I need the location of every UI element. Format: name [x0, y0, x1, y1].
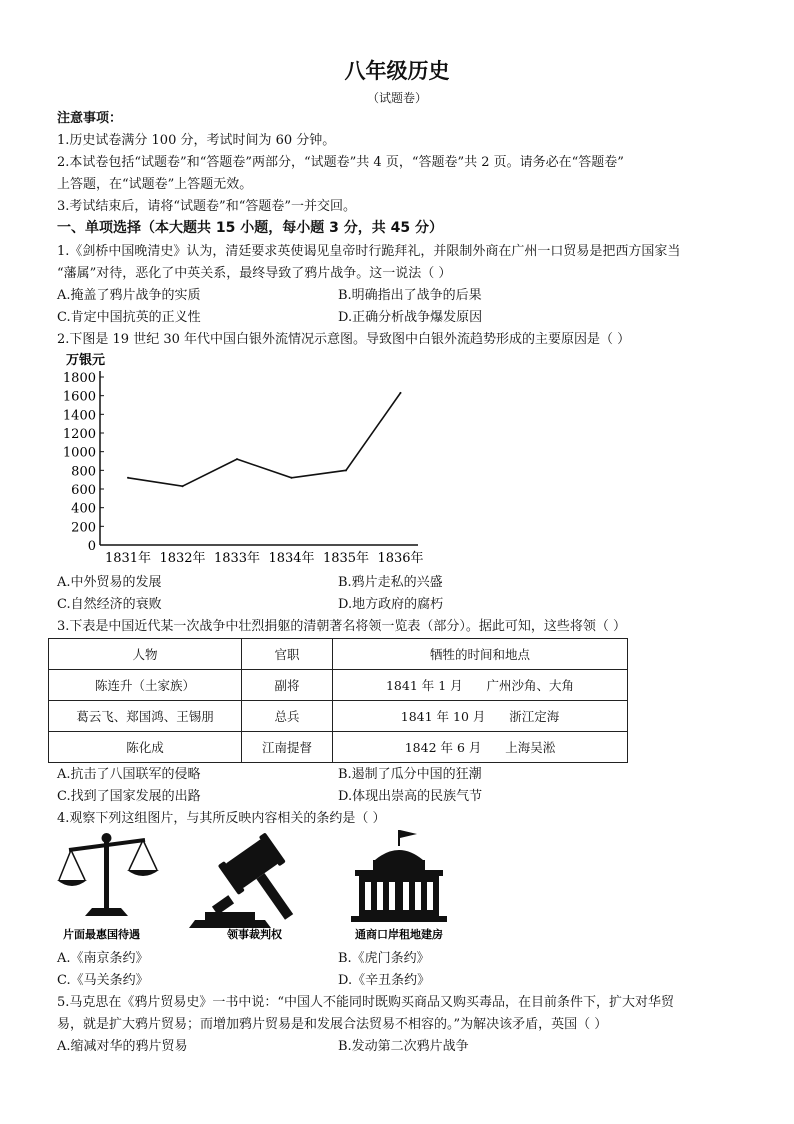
data-point — [400, 392, 402, 394]
q5-option-a[interactable]: A.缩减对华的鸦片贸易 — [57, 1039, 188, 1054]
page-title: 八年级历史 — [344, 59, 450, 83]
q1-option-c[interactable]: C.肯定中国抗英的正义性 — [57, 310, 201, 325]
data-point — [236, 458, 238, 460]
image-caption: 片面最惠国待遇 — [63, 928, 140, 941]
table-cell: 江南提督 — [242, 732, 333, 763]
y-tick-label: 200 — [71, 520, 96, 536]
y-tick-label: 800 — [71, 464, 96, 480]
table-cell: 葛云飞、郑国鸿、王锡朋 — [49, 701, 242, 732]
building-icon — [351, 830, 447, 922]
x-tick-label: 1835年 — [322, 551, 370, 566]
x-tick-label: 1833年 — [213, 551, 261, 566]
q5-option-b[interactable]: B.发动第二次鸦片战争 — [338, 1039, 469, 1054]
table-header-cell: 牺牲的时间和地点 — [333, 639, 628, 670]
data-point — [182, 485, 184, 487]
y-tick-label: 1000 — [62, 445, 96, 461]
image-caption: 领事裁判权 — [227, 928, 282, 941]
y-tick-label: 1800 — [62, 371, 96, 386]
notice-item: 2.本试卷包括“试题卷”和“答题卷”两部分，“试题卷”共 4 页，“答题卷”共 2 页。请务必在“答题卷” — [57, 155, 624, 170]
q4-option-c[interactable]: C.《马关条约》 — [57, 973, 149, 988]
table-header-cell: 人物 — [49, 639, 242, 670]
q1-option-b[interactable]: B.明确指出了战争的后果 — [338, 288, 482, 303]
table-cell: 陈化成 — [49, 732, 242, 763]
y-tick-label: 1400 — [62, 408, 96, 424]
q3-option-c[interactable]: C.找到了国家发展的出路 — [57, 789, 201, 804]
q2-stem: 2.下图是 19 世纪 30 年代中国白银外流情况示意图。导致图中白银外流趋势形成的主要原因是（ ） — [57, 332, 631, 347]
table-header-row — [49, 639, 628, 670]
data-point — [345, 469, 347, 471]
x-tick-label: 1832年 — [159, 551, 206, 566]
data-point — [127, 477, 129, 479]
notice-heading: 注意事项： — [57, 111, 123, 126]
q3-option-d[interactable]: D.体现出崇高的民族气节 — [338, 789, 483, 804]
image-caption: 通商口岸租地建房 — [355, 928, 443, 941]
q1-stem-line: 1.《剑桥中国晚清史》认为，清廷要求英使谒见皇帝时行跪拜礼，并限制外商在广州一口贸易是把西方国家当 — [57, 244, 681, 259]
page-subtitle: （试题卷） — [366, 91, 427, 105]
table-row — [49, 670, 628, 701]
q3-option-a[interactable]: A.抗击了八国联军的侵略 — [57, 767, 201, 782]
q3-stem: 3.下表是中国近代某一次战争中壮烈捐躯的清朝著名将领一览表（部分）。据此可知，这些将领（ ） — [57, 619, 627, 634]
q5-stem-line: 5.马克思在《鸦片贸易史》一书中说：“中国人不能同时既购买商品又购买毒品，在目前条件下，扩大对华贸 — [57, 995, 675, 1010]
y-tick-label: 400 — [71, 501, 96, 517]
data-point — [291, 477, 293, 479]
gavel-icon — [189, 832, 313, 933]
table-cell: 1842 年 6 月 上海吴淞 — [333, 732, 628, 763]
q4-image-group — [55, 830, 495, 945]
series-line — [128, 393, 401, 486]
x-tick-label: 1831年 — [104, 551, 152, 566]
scale-icon — [57, 833, 159, 916]
q2-option-a[interactable]: A.中外贸易的发展 — [57, 575, 162, 590]
q4-option-b[interactable]: B.《虎门条约》 — [338, 951, 430, 966]
q2-option-d[interactable]: D.地方政府的腐朽 — [338, 597, 444, 612]
q1-stem-line: “藩属”对待，恶化了中英关系，最终导致了鸦片战争。这一说法（ ） — [57, 266, 452, 281]
y-tick-label: 1600 — [62, 389, 96, 405]
table-cell: 1841 年 1 月 广州沙角、大角 — [333, 670, 628, 701]
table-row — [49, 701, 628, 732]
table-cell: 总兵 — [242, 701, 333, 732]
section-heading: 一、单项选择（本大题共 15 小题，每小题 3 分，共 45 分） — [57, 220, 443, 236]
notice-item: 3.考试结束后，请将“试题卷”和“答题卷”一并交回。 — [57, 199, 356, 214]
table-cell: 陈连升（土家族） — [49, 670, 242, 701]
q5-stem-line: 易，就是扩大鸦片贸易；而增加鸦片贸易是和发展合法贸易不相容的。”为解决该矛盾，英国（ ） — [57, 1017, 608, 1032]
table-cell: 副将 — [242, 670, 333, 701]
x-tick-label: 1836年 — [377, 551, 424, 566]
q4-option-a[interactable]: A.《南京条约》 — [57, 951, 149, 966]
notice-item: 1.历史试卷满分 100 分，考试时间为 60 分钟。 — [57, 133, 336, 148]
table-cell: 1841 年 10 月 浙江定海 — [333, 701, 628, 732]
y-tick-label: 0 — [87, 539, 96, 554]
table-row — [49, 732, 628, 763]
x-tick-label: 1834年 — [268, 551, 315, 566]
notice-item: 上答题，在“试题卷”上答题无效。 — [57, 177, 253, 192]
q3-option-b[interactable]: B.遏制了瓜分中国的狂潮 — [338, 767, 482, 782]
table-header-cell: 官职 — [242, 639, 333, 670]
q2-option-b[interactable]: B.鸦片走私的兴盛 — [338, 575, 443, 590]
generals-table — [48, 638, 628, 763]
q1-option-a[interactable]: A.掩盖了鸦片战争的实质 — [57, 288, 201, 303]
q1-option-d[interactable]: D.正确分析战争爆发原因 — [338, 310, 483, 325]
q4-option-d[interactable]: D.《辛丑条约》 — [338, 973, 431, 988]
q4-stem: 4.观察下列这组图片，与其所反映内容相关的条约是（ ） — [57, 811, 386, 826]
y-axis-label: 万银元 — [66, 353, 106, 368]
q2-option-c[interactable]: C.自然经济的衰败 — [57, 597, 162, 612]
silver-outflow-chart — [58, 350, 428, 570]
y-tick-label: 600 — [71, 483, 96, 498]
y-tick-label: 1200 — [62, 427, 96, 442]
